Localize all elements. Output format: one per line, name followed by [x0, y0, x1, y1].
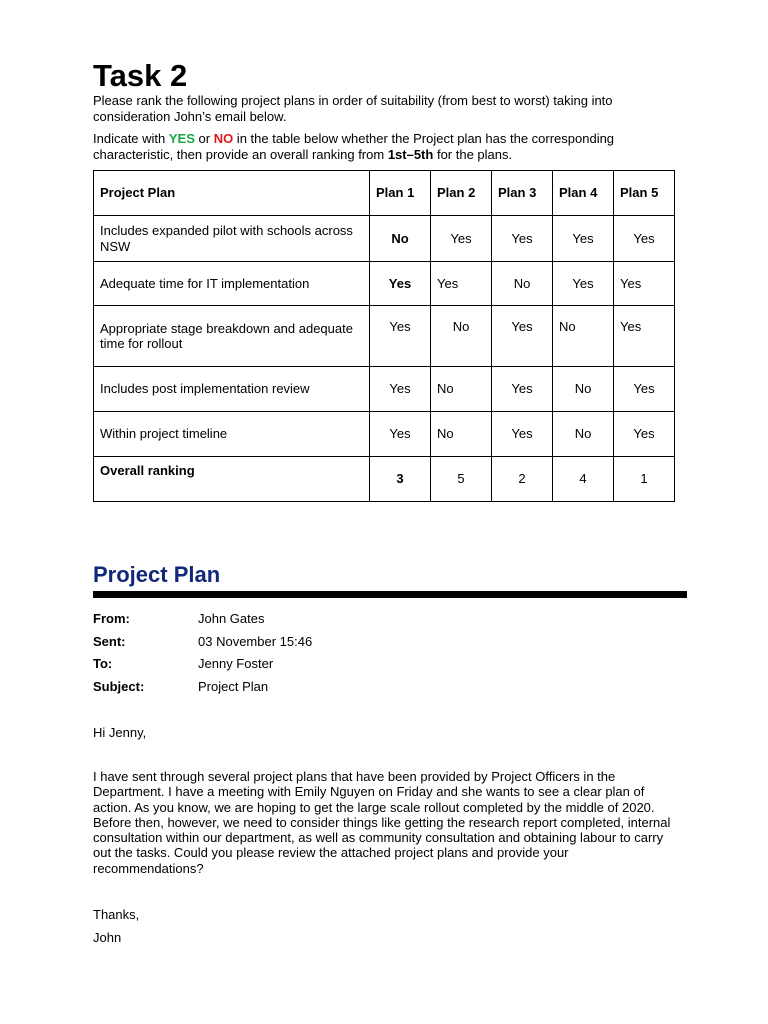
table-cell: Yes — [614, 262, 675, 306]
table-cell: Yes — [492, 306, 553, 367]
section-divider — [93, 591, 687, 598]
table-cell: No — [553, 367, 614, 412]
section-title: Project Plan — [93, 562, 221, 587]
table-row — [94, 306, 675, 367]
table-cell: Yes — [492, 367, 553, 412]
header-plan-5: Plan 5 — [614, 171, 675, 216]
table-row — [94, 262, 675, 306]
row-label: Appropriate stage breakdown and adequate time for rollout — [94, 306, 370, 367]
header-plan-4: Plan 4 — [553, 171, 614, 216]
no-word: NO — [213, 131, 234, 146]
table-row-overall-ranking — [94, 457, 675, 502]
table-cell: No — [431, 306, 492, 367]
table-cell: No — [492, 262, 553, 306]
sent-value: 03 November 15:46 — [198, 634, 313, 649]
subject-label: Subject: — [93, 679, 145, 694]
table-cell: Yes — [370, 262, 431, 306]
instr-suffix: for the plans. — [433, 146, 513, 162]
email-signature: John — [93, 930, 122, 945]
row-label: Includes expanded pilot with schools across NSW — [94, 216, 370, 262]
table-cell: Yes — [431, 216, 492, 262]
from-value: John Gates — [198, 611, 265, 626]
ranking-cell: 4 — [553, 457, 614, 502]
from-label: From: — [93, 611, 130, 626]
ranking-cell: 5 — [431, 457, 492, 502]
ranking-cell: 3 — [370, 457, 431, 502]
table-cell: Yes — [614, 412, 675, 457]
ranking-cell: 2 — [492, 457, 553, 502]
task-intro: Please rank the following project plans in order of suitability (from best to worst) taking into consideration John’s email below. — [93, 93, 613, 124]
table-cell: Yes — [370, 412, 431, 457]
table-cell: Yes — [370, 367, 431, 412]
subject-value: Project Plan — [198, 679, 269, 694]
instr-or: or — [194, 131, 214, 146]
header-plan-1: Plan 1 — [370, 171, 431, 216]
table-cell: Yes — [431, 262, 492, 306]
header-project-plan: Project Plan — [94, 171, 370, 216]
table-cell: Yes — [492, 216, 553, 262]
row-label: Overall ranking — [94, 457, 370, 502]
table-cell: Yes — [614, 367, 675, 412]
row-label: Includes post implementation review — [94, 367, 370, 412]
instr-mid: in the table below whether the Project plan has the corresponding characteristic, then provide an overall ranking from — [93, 131, 615, 162]
email-closing: Thanks, — [93, 907, 140, 922]
row-label: Adequate time for IT implementation — [94, 262, 370, 306]
instr-prefix: Indicate with — [93, 131, 169, 146]
table-cell: Yes — [553, 262, 614, 306]
email-greeting: Hi Jenny, — [93, 725, 147, 740]
table-cell: Yes — [614, 216, 675, 262]
task-instructions — [93, 131, 653, 162]
table-header-row — [94, 171, 675, 216]
to-label: To: — [93, 656, 113, 671]
row-label: Within project timeline — [94, 412, 370, 457]
table-cell: No — [553, 412, 614, 457]
table-cell: Yes — [492, 412, 553, 457]
table-cell: Yes — [370, 306, 431, 367]
plans-table — [93, 170, 675, 502]
table-cell: No — [370, 216, 431, 262]
table-cell: No — [431, 412, 492, 457]
header-plan-2: Plan 2 — [431, 171, 492, 216]
table-cell: No — [553, 306, 614, 367]
email-body: I have sent through several project plans that have been provided by Project Officers in the Department. I have a meeting with Emily Nguyen on Friday and she wants to see a clear plan of action. As you know, we are hoping to get the large scale rollout completed by the middle of 2020. Before then, however, we need to consider things like getting the research report completed, internal consultation within our department, as well as community consultation and obtaining labour to carry out the tasks. Could you please review the attached project plans and provide your recommendations? — [93, 769, 671, 876]
table-row — [94, 412, 675, 457]
table-cell: Yes — [614, 306, 675, 367]
table-cell: No — [431, 367, 492, 412]
to-value: Jenny Foster — [198, 656, 274, 671]
table-cell: Yes — [553, 216, 614, 262]
header-plan-3: Plan 3 — [492, 171, 553, 216]
task-title: Task 2 — [93, 58, 188, 93]
sent-label: Sent: — [93, 634, 126, 649]
yes-word: YES — [168, 131, 195, 146]
ranking-cell: 1 — [614, 457, 675, 502]
table-row — [94, 367, 675, 412]
table-row — [94, 216, 675, 262]
ranking-range: 1st–5th — [387, 146, 434, 162]
